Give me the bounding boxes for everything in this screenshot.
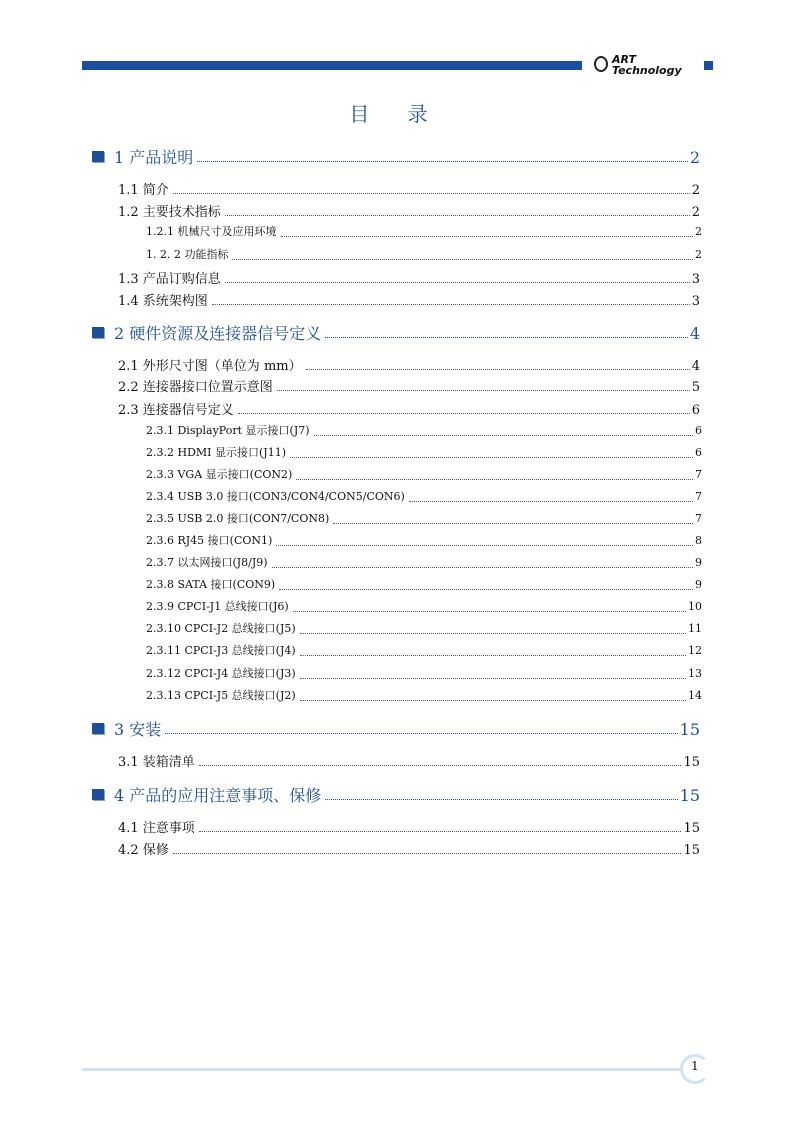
toc-entry-label: 2.3.5 USB 2.0 接口(CON7/CON8) xyxy=(146,512,330,525)
toc-entry-label: 2.3.3 VGA 显示接口(CON2) xyxy=(146,468,293,481)
toc-entry-label: 2.3.6 RJ45 接口(CON1) xyxy=(146,534,273,547)
dot-leader xyxy=(300,633,686,634)
toc-entry[interactable] xyxy=(118,751,700,770)
toc-entry-label: 1.4 系统架构图 xyxy=(118,294,208,309)
toc-entry[interactable] xyxy=(92,321,700,344)
toc-entry-label: 1.2 主要技术指标 xyxy=(118,205,221,220)
dot-leader xyxy=(300,655,686,656)
toc-entry-page: 14 xyxy=(688,689,702,702)
header-bar xyxy=(82,61,582,70)
toc-entry-label: 2.3.12 CPCI-J4 总线接口(J3) xyxy=(146,667,296,680)
toc-entry-page: 7 xyxy=(695,490,702,503)
toc-entry-label: 3 安装 xyxy=(114,720,162,739)
toc-entry-page: 2 xyxy=(695,248,702,261)
toc-entry[interactable] xyxy=(118,290,700,309)
toc-entry[interactable] xyxy=(118,179,700,198)
toc-entry-page: 15 xyxy=(683,755,700,770)
toc-entry-page: 2 xyxy=(691,183,700,198)
toc-entry-page: 3 xyxy=(691,272,700,287)
toc-entry[interactable] xyxy=(146,554,702,570)
toc-entry-label: 1.1 简介 xyxy=(118,183,169,198)
logo-text-2: Technology xyxy=(612,64,682,77)
section-bullet-icon xyxy=(92,723,104,734)
toc-entry[interactable] xyxy=(146,642,702,658)
dot-leader xyxy=(314,435,693,436)
dot-leader xyxy=(325,799,677,800)
toc-entry-label: 2.3.13 CPCI-J5 总线接口(J2) xyxy=(146,689,296,702)
dot-leader xyxy=(212,304,690,305)
toc-entry-label: 4 产品的应用注意事项、保修 xyxy=(114,786,322,805)
toc-entry[interactable] xyxy=(118,399,700,418)
toc-entry-page: 13 xyxy=(688,667,702,680)
toc-entry-label: 2.3 连接器信号定义 xyxy=(118,403,234,418)
toc-entry[interactable] xyxy=(92,145,700,168)
toc-entry-label: 2 硬件资源及连接器信号定义 xyxy=(114,324,322,343)
toc-entry[interactable] xyxy=(118,817,700,836)
toc-entry-page: 2 xyxy=(695,225,702,238)
section-bullet-icon xyxy=(92,327,104,338)
toc-entry-label: 1.3 产品订购信息 xyxy=(118,272,221,287)
toc-entry[interactable] xyxy=(146,620,702,636)
toc-entry-label: 2.3.4 USB 3.0 接口(CON3/CON4/CON5/CON6) xyxy=(146,490,405,503)
art-technology-logo xyxy=(594,52,698,78)
toc-entry-label: 1 产品说明 xyxy=(114,148,194,167)
dot-leader xyxy=(232,259,693,260)
toc-entry[interactable] xyxy=(146,532,702,548)
toc-entry[interactable] xyxy=(118,201,700,220)
toc-entry-label: 2.3.11 CPCI-J3 总线接口(J4) xyxy=(146,644,296,657)
toc-entry-label: 2.1 外形尺寸图（单位为 mm） xyxy=(118,359,302,374)
toc-entry-page: 4 xyxy=(691,359,700,374)
toc-entry-page: 9 xyxy=(695,556,702,569)
toc-entry[interactable] xyxy=(146,444,702,460)
toc-entry-label: 2.3.2 HDMI 显示接口(J11) xyxy=(146,446,286,459)
toc-entry-page: 7 xyxy=(695,468,702,481)
dot-leader xyxy=(306,369,690,370)
toc-entry[interactable] xyxy=(146,488,702,504)
section-bullet-icon xyxy=(92,789,104,800)
dot-leader xyxy=(197,161,688,162)
toc-entry[interactable] xyxy=(118,355,700,374)
dot-leader xyxy=(272,567,693,568)
dot-leader xyxy=(225,282,690,283)
toc-entry[interactable] xyxy=(92,717,700,740)
dot-leader xyxy=(325,337,688,338)
toc-entry[interactable] xyxy=(118,376,700,395)
dot-leader xyxy=(300,700,686,701)
toc-entry-page: 15 xyxy=(679,720,700,739)
dot-leader xyxy=(293,611,686,612)
page-title: 目 录 xyxy=(349,102,444,126)
toc-entry-page: 5 xyxy=(691,380,700,395)
dot-leader xyxy=(173,193,690,194)
toc-entry[interactable] xyxy=(146,466,702,482)
toc-entry-label: 2.3.1 DisplayPort 显示接口(J7) xyxy=(146,424,310,437)
section-bullet-icon xyxy=(92,151,104,162)
toc-entry-page: 12 xyxy=(688,644,702,657)
toc-entry-page: 6 xyxy=(695,424,702,437)
toc-entry[interactable] xyxy=(146,665,702,681)
toc-entry-page: 6 xyxy=(695,446,702,459)
dot-leader xyxy=(300,678,686,679)
toc-entry-page: 15 xyxy=(683,843,700,858)
toc-entry-page: 3 xyxy=(691,294,700,309)
toc-entry[interactable] xyxy=(118,839,700,858)
toc-entry-label: 2.3.7 以太网接口(J8/J9) xyxy=(146,556,268,569)
toc-entry-label: 1. 2. 2 功能指标 xyxy=(146,248,229,261)
dot-leader xyxy=(173,853,682,854)
dot-leader xyxy=(238,413,690,414)
toc-entry-page: 8 xyxy=(695,534,702,547)
dot-leader xyxy=(199,765,682,766)
dot-leader xyxy=(281,236,694,237)
toc-entry[interactable] xyxy=(146,510,702,526)
dot-leader xyxy=(165,733,677,734)
toc-entry[interactable] xyxy=(146,576,702,592)
dot-leader xyxy=(409,501,693,502)
dot-leader xyxy=(277,390,690,391)
toc-entry-label: 2.3.9 CPCI-J1 总线接口(J6) xyxy=(146,600,289,613)
header-square xyxy=(704,61,713,70)
toc-entry[interactable] xyxy=(146,687,702,703)
toc-entry-label: 4.1 注意事项 xyxy=(118,821,195,836)
dot-leader xyxy=(199,831,682,832)
toc-entry-label: 1.2.1 机械尺寸及应用环境 xyxy=(146,225,277,238)
toc-entry-page: 15 xyxy=(679,786,700,805)
toc-entry[interactable] xyxy=(92,783,700,806)
footer-line xyxy=(82,1068,682,1071)
toc-entry-page: 10 xyxy=(688,600,702,613)
toc-entry-label: 3.1 装箱清单 xyxy=(118,755,195,770)
toc-entry-page: 2 xyxy=(691,205,700,220)
toc-entry-page: 2 xyxy=(689,148,700,167)
toc-entry-page: 15 xyxy=(683,821,700,836)
dot-leader xyxy=(296,479,693,480)
toc-entry[interactable] xyxy=(146,246,702,262)
toc-entry-label: 2.3.10 CPCI-J2 总线接口(J5) xyxy=(146,622,296,635)
toc-entry-page: 7 xyxy=(695,512,702,525)
page-number: 1 xyxy=(691,1059,699,1073)
toc-entry-label: 2.2 连接器接口位置示意图 xyxy=(118,380,273,395)
logo-mark-icon xyxy=(594,56,608,72)
dot-leader xyxy=(225,215,690,216)
dot-leader xyxy=(276,545,693,546)
toc-entry-page: 4 xyxy=(689,324,700,343)
toc-entry[interactable] xyxy=(118,268,700,287)
toc-entry-page: 11 xyxy=(688,622,702,635)
dot-leader xyxy=(333,523,693,524)
toc-entry[interactable] xyxy=(146,422,702,438)
logo-text-1: ART xyxy=(612,53,636,66)
toc-entry-page: 6 xyxy=(691,403,700,418)
toc-entry-label: 2.3.8 SATA 接口(CON9) xyxy=(146,578,276,591)
dot-leader xyxy=(290,457,693,458)
toc-entry[interactable] xyxy=(146,223,702,239)
toc-entry-label: 4.2 保修 xyxy=(118,843,169,858)
toc-entry[interactable] xyxy=(146,598,702,614)
dot-leader xyxy=(279,589,693,590)
toc-entry-page: 9 xyxy=(695,578,702,591)
